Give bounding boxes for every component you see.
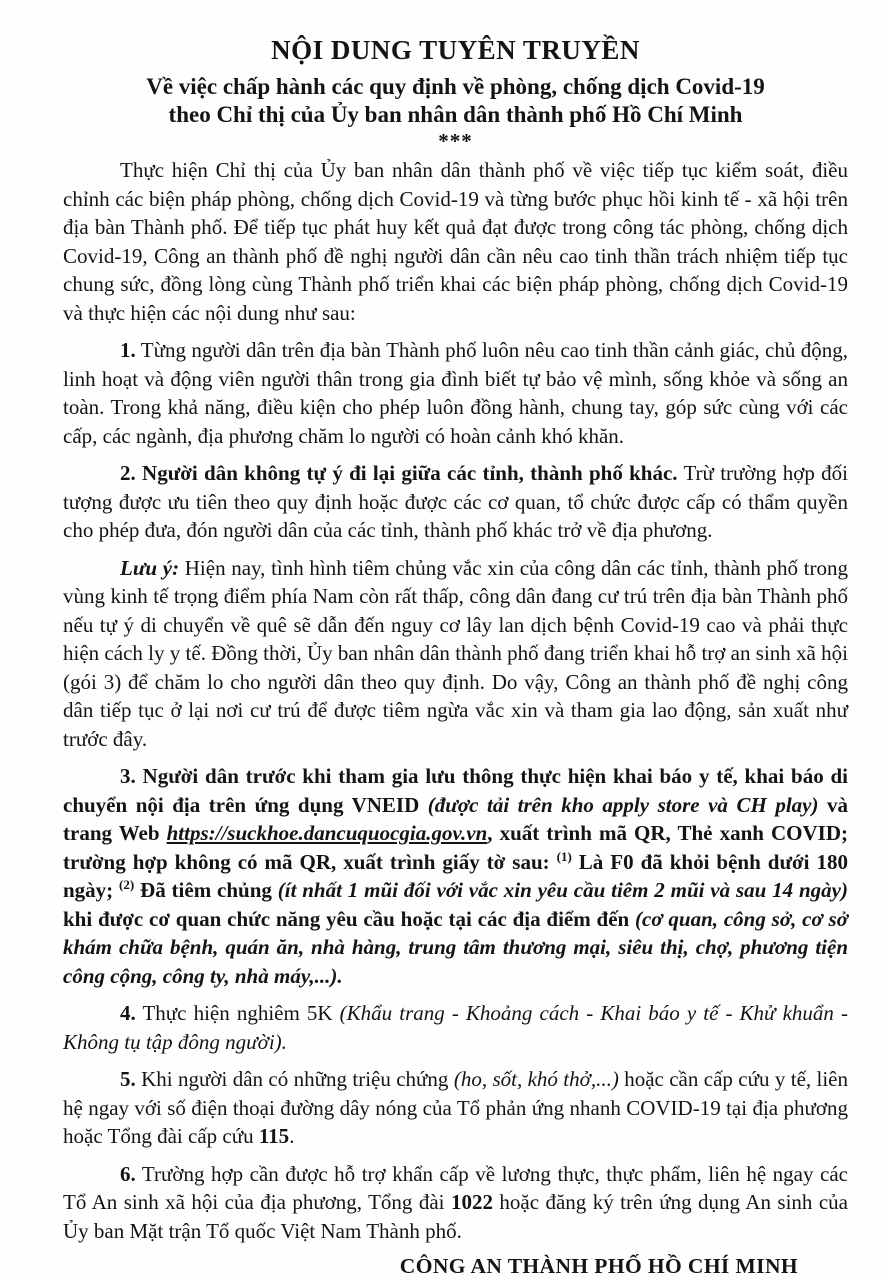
document-header — [63, 34, 848, 153]
text-run: Là F0 đã khỏi bệnh dưới 180 ngày; — [63, 849, 848, 902]
signature-line: CÔNG AN THÀNH PHỐ HỒ CHÍ MINH — [399, 1254, 798, 1278]
text-run: , xuất trình mã QR, Thẻ xanh COVID; trường hợp không có mã QR, xuất trình giấy tờ sau: — [63, 821, 848, 874]
text-run: 6. — [120, 1161, 136, 1186]
document-subtitle-line2: theo Chỉ thị của Ủy ban nhân dân thành phố Hồ Chí Minh — [168, 102, 743, 127]
text-run: 2. Người dân không tự ý đi lại giữa các tỉnh, thành phố khác. — [120, 461, 678, 485]
text-run: Thực hiện nghiêm 5K — [135, 1001, 340, 1025]
text-run: Hiện nay, tình hình tiêm chủng vắc xin của công dân các tỉnh, thành phố trong vùng kinh tế trọng điểm phía Nam còn rất thấp, công dân đang cư trú trên địa bàn Thành phố nếu tự ý di chuyển về quê sẽ dẫn đến nguy cơ lây lan dịch bệnh Covid-19 cao và phải thực hiện cách ly y tế. Đồng thời, Ủy ban nhân dân thành phố đang triển khai hỗ trợ an sinh xã hội (gói 3) để chăm lo cho người dân theo quy định. Do vậy, Công an thành phố đề nghị công dân tiếp tục ở lại nơi cư trú để được tiêm ngừa vắc xin và tham gia lao động, sản xuất như trước đây. — [63, 555, 848, 751]
text-run: 1. — [120, 338, 136, 362]
document-body — [63, 156, 848, 1245]
text-run: 3. Người dân trước khi tham gia lưu thông thực hiện khai báo y tế, khai báo di chuyển nội địa trên ứng dụng VNEID — [63, 764, 848, 817]
text-run: 5. — [120, 1067, 136, 1091]
text-run: 115 — [258, 1124, 290, 1148]
text-run: Từng người dân trên địa bàn Thành phố luôn nêu cao tinh thần cảnh giác, chủ động, linh hoạt và động viên người thân trong gia đình biết tự bảo vệ mình, sống khỏe và sống an toàn. Trong khả năng, điều kiện cho phép luôn đồng hành, chung tay, góp sức cùng với các cấp, các ngành, địa phương chăm lo người có hoàn cảnh khó khăn. — [63, 338, 848, 448]
text-run: hoặc cần cấp cứu y tế, liên hệ ngay với số điện thoại đường dây nóng của Tổ phản ứng nhanh COVID-19 tại địa phương hoặc Tổng đài cấp cứu — [63, 1067, 849, 1148]
document-title: NỘI DUNG TUYÊN TRUYỀN — [271, 35, 640, 65]
intro-paragraph — [63, 156, 848, 327]
text-run: (ít nhất 1 mũi đối với vắc xin yêu cầu tiêm 2 mũi và sau 14 ngày) — [277, 878, 848, 902]
text-run: (Khẩu trang - Khoảng cách - Khai báo y tế - Khử khuẩn - Không tụ tập đông người). — [63, 1001, 848, 1054]
text-run: (được tải trên kho apply store và CH play) — [427, 792, 819, 817]
numbered-item-3 — [63, 762, 848, 990]
text-run: (2) — [119, 877, 135, 892]
note-paragraph — [63, 554, 848, 754]
numbered-item-6 — [63, 1160, 848, 1246]
text-run: hoặc đăng ký trên ứng dụng An sinh của Ủy ban Mặt trận Tổ quốc Việt Nam Thành phố. — [63, 1190, 848, 1243]
numbered-item-4 — [63, 999, 848, 1056]
section-separator: *** — [438, 129, 473, 153]
text-run: và trang Web — [63, 792, 848, 845]
text-run: 4. — [120, 1001, 136, 1025]
document-footer — [63, 1254, 848, 1279]
document-subtitle-line1: Về việc chấp hành các quy định về phòng, chống dịch Covid-19 — [146, 74, 765, 99]
text-run: (ho, sốt, khó thở,...) — [453, 1067, 619, 1091]
document-url-link[interactable]: https://suckhoe.dancuquocgia.gov.vn — [166, 821, 488, 845]
text-run: Trường hợp cần được hỗ trợ khẩn cấp về lương thực, thực phẩm, liên hệ ngay các Tổ An sinh xã hội của địa phương, Tổng đài — [63, 1161, 848, 1214]
text-run: Trừ trường hợp đối tượng được ưu tiên theo quy định hoặc được các cơ quan, tổ chức được cấp có thẩm quyền cho phép đưa, đón người dân của các tỉnh, thành phố khác trở về địa phương. — [63, 461, 848, 542]
text-run: khi được cơ quan chức năng yêu cầu hoặc tại các địa điểm đến — [63, 906, 636, 931]
text-run: Lưu ý: — [120, 555, 180, 580]
text-run: . — [289, 1124, 295, 1148]
text-run: (1) — [556, 848, 572, 864]
text-run: Khi người dân có những triệu chứng — [135, 1067, 454, 1091]
text-run: Thực hiện Chỉ thị của Ủy ban nhân dân thành phố về việc tiếp tục kiểm soát, điều chỉnh các biện pháp phòng, chống dịch Covid-19 và từng bước phục hồi kinh tế - xã hội trên địa bàn Thành phố. Để tiếp tục phát huy kết quả đạt được trong công tác phòng, chống dịch Covid-19, Công an thành phố đề nghị người dân cần nêu cao tinh thần trách nhiệm tiếp tục chung sức, đồng lòng cùng Thành phố triển khai các biện pháp phòng, chống dịch Covid-19 và thực hiện các nội dung như sau: — [63, 158, 848, 325]
numbered-item-1 — [63, 336, 848, 450]
text-run: (cơ quan, công sở, cơ sở khám chữa bệnh, quán ăn, nhà hàng, trung tâm thương mại, siêu thị, chợ, phương tiện công cộng, công ty, nhà máy,...). — [63, 906, 848, 988]
text-run: Đã tiêm chủng — [134, 878, 278, 902]
numbered-item-2 — [63, 459, 848, 545]
text-run: 1022 — [450, 1190, 493, 1214]
numbered-item-5 — [63, 1065, 848, 1151]
